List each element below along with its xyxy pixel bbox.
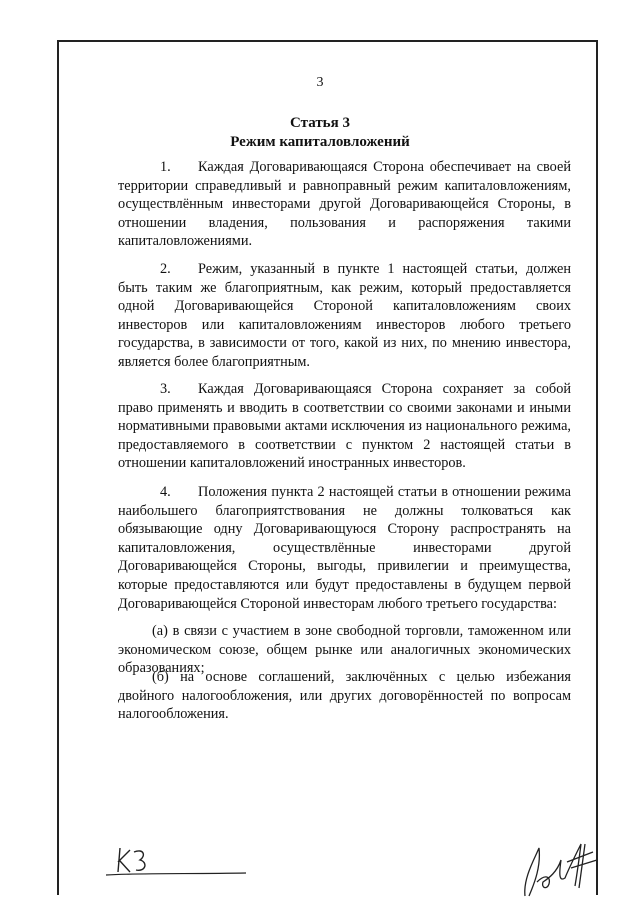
- paragraph-2: [118, 260, 571, 372]
- paragraph-1-number: 1.: [160, 159, 171, 175]
- subitem-a: (а) в связи с участием в зоне свободной торговли, таможенном или экономическом союзе, общем рынке или аналогичных экономических образованиях;: [118, 623, 571, 677]
- paragraph-2-number: 2.: [160, 261, 171, 277]
- handwritten-signature: [505, 838, 605, 900]
- paragraph-3: [118, 380, 571, 473]
- paragraph-3-text: Каждая Договаривающаяся Сторона сохраняет за собой право применять и вводить в соответствии со своими законами и иными нормативными правовыми актами исключения из национального режима, предоставляемого в соответствии с пунктом 2 настоящей статьи в отношении капиталовложений иностранных инвесторов.: [118, 381, 571, 472]
- paragraph-1: [118, 158, 571, 251]
- article-subtitle: Режим капиталовложений: [230, 134, 410, 150]
- article-title: Статья 3: [290, 115, 350, 131]
- paragraph-4-number: 4.: [160, 484, 171, 500]
- paragraph-1-text: Каждая Договаривающаяся Сторона обеспечивает на своей территории справедливый и равноправный режим капиталовложениям, осуществлённым инвесторами другой Договаривающейся Стороны, в отношении владения, пользования и распоряжения такими капиталовложениями.: [118, 159, 571, 250]
- paragraph-4: [118, 483, 571, 613]
- paragraph-3-number: 3.: [160, 381, 171, 397]
- subitem-b: (б) на основе соглашений, заключённых с целью избежания двойного налогообложения, или других договорённостей по вопросам налогообложения.: [118, 669, 571, 723]
- paragraph-2-text: Режим, указанный в пункте 1 настоящей статьи, должен быть таким же благоприятным, как режим, который предоставляется одной Договаривающейся Стороной капиталовложениям своих инвесторов или капиталовложениям инвесторов любого третьего государства, в зависимости от того, какой из них, по мнению инвестора, является более благоприятным.: [118, 261, 571, 370]
- page-number: 3: [316, 75, 324, 90]
- paragraph-4-text: Положения пункта 2 настоящей статьи в отношении режима наибольшего благоприятствования не должны толковаться как обязывающие одну Договаривающуюся Сторону распространять на капиталовложения, осуществлённые инвесторами другой Договаривающейся Стороны, выгоды, привилегии и преимущества, которые предоставляются или будут предоставлены в будущем первой Договаривающейся Стороной инвесторам любого третьего государства:: [118, 484, 571, 612]
- handwritten-initials: [100, 842, 250, 882]
